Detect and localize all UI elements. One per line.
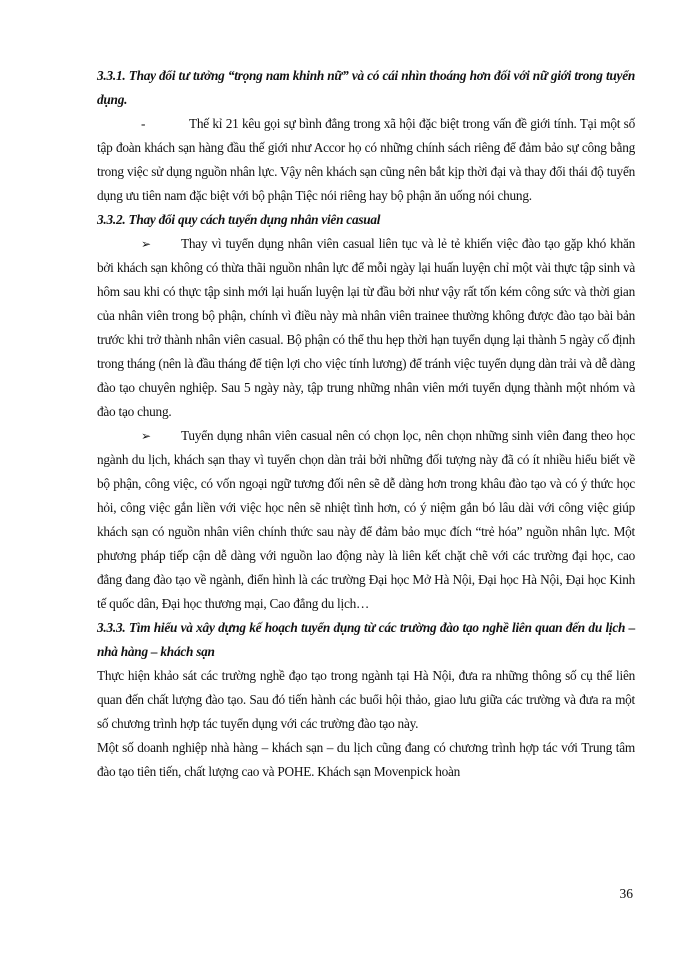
section-heading-3-3-2: 3.3.2. Thay đổi quy cách tuyển dụng nhân viên casual <box>97 212 381 227</box>
bullet-paragraph-selective-recruitment <box>97 424 635 616</box>
arrow-bullet-icon: ➢ <box>141 237 151 251</box>
paragraph-text: Tuyển dụng nhân viên casual nên có chọn lọc, nên chọn những sinh viên đang theo học ngành du lịch, khách sạn thay vì tuyển chọn dàn trải bởi những đối tượng này đã có ít nhiều hiểu biết về bộ phận, công việc, có vốn ngoại ngữ tương đối nên sẽ dễ dàng hơn trong khâu đào tạo và có ý thức học hỏi, công việc gắn liền với việc học nên sẽ nhiệt tình hơn, có ý niệm gắn bó lâu dài với công việc giúp khách sạn có nguồn nhân viên chính thức sau này để đảm bảo mục đích “trẻ hóa” nguồn nhân lực. Một phương pháp tiếp cận dễ dàng với nguồn lao động này là liên kết chặt chẽ với các trường đại học, cao đẳng đang đào tạo về ngành, điển hình là các trường Đại học Mở Hà Nội, Đại học Hà Nội, Đại học Kinh tế quốc dân, Đại học thương mại, Cao đẳng du lịch… <box>97 428 635 611</box>
document-body <box>97 64 635 784</box>
paragraph-text: Thế kỉ 21 kêu gọi sự bình đẳng trong xã hội đặc biệt trong vấn đề giới tính. Tại một số tập đoàn khách sạn hàng đầu thế giới như Accor họ có những chính sách riêng để đảm bảo sự công bằng trong việc sử dụng nguồn nhân lực. Vậy nên khách sạn cũng nên bắt kịp thời đại và thay đổi thái độ tuyển dụng ưu tiên nam đặc biệt với bộ phận Tiệc nói riêng hay bộ phận ăn uống nói chung. <box>97 116 635 203</box>
section-heading-3-3-1: 3.3.1. Thay đổi tư tưởng “trọng nam khinh nữ” và có cái nhìn thoáng hơn đối với nữ giới trong tuyển dụng. <box>97 68 635 107</box>
section-heading-3-3-3: 3.3.3. Tìm hiểu và xây dựng kế hoạch tuyển dụng từ các trường đào tạo nghề liên quan đến du lịch – nhà hàng – khách sạn <box>97 620 635 659</box>
arrow-bullet-icon: ➢ <box>141 429 151 443</box>
paragraph-gender-equality <box>97 112 635 208</box>
paragraph-vocational-survey: Thực hiện khảo sát các trường nghề đạo tạo trong ngành tại Hà Nội, đưa ra những thông số cụ thể liên quan đến chất lượng đào tạo. Sau đó tiến hành các buổi hội thảo, giao lưu giữa các trường và đưa ra một số chương trình hợp tác tuyển dụng với các trường đào tạo này. <box>97 668 635 731</box>
dash-marker: - <box>141 116 146 131</box>
paragraph-text: Thay vì tuyển dụng nhân viên casual liên tục và lẻ tẻ khiến việc đào tạo gặp khó khăn bởi khách sạn không có thừa thãi nguồn nhân lực để mỗi ngày lại huấn luyện chỉ một vài thực tập sinh và hôm sau khi có thực tập sinh mới lại huấn luyện lại từ đầu bởi như vậy rất tốn kém công sức và thời gian của nhân viên trong bộ phận, chính vì điều này mà nhân viên trainee thường không được đào tạo bài bản trước khi trở thành nhân viên casual. Bộ phận có thể thu hẹp thời hạn tuyển dụng lại thành 5 ngày cố định trong tháng (nên là đầu tháng để tiện lợi cho việc tính lương) để tránh việc tuyển dụng dàn trải và dễ dàng đào tạo chuyên nghiệp. Sau 5 ngày này, tập trung những nhân viên mới tuyển dụng thành một nhóm và đào tạo chung. <box>97 236 635 419</box>
bullet-paragraph-casual-recruitment <box>97 232 635 424</box>
paragraph-partnership: Một số doanh nghiệp nhà hàng – khách sạn – du lịch cũng đang có chương trình hợp tác với Trung tâm đào tạo tiên tiến, chất lượng cao và POHE. Khách sạn Movenpick hoàn <box>97 740 635 779</box>
page-number: 36 <box>619 886 633 901</box>
